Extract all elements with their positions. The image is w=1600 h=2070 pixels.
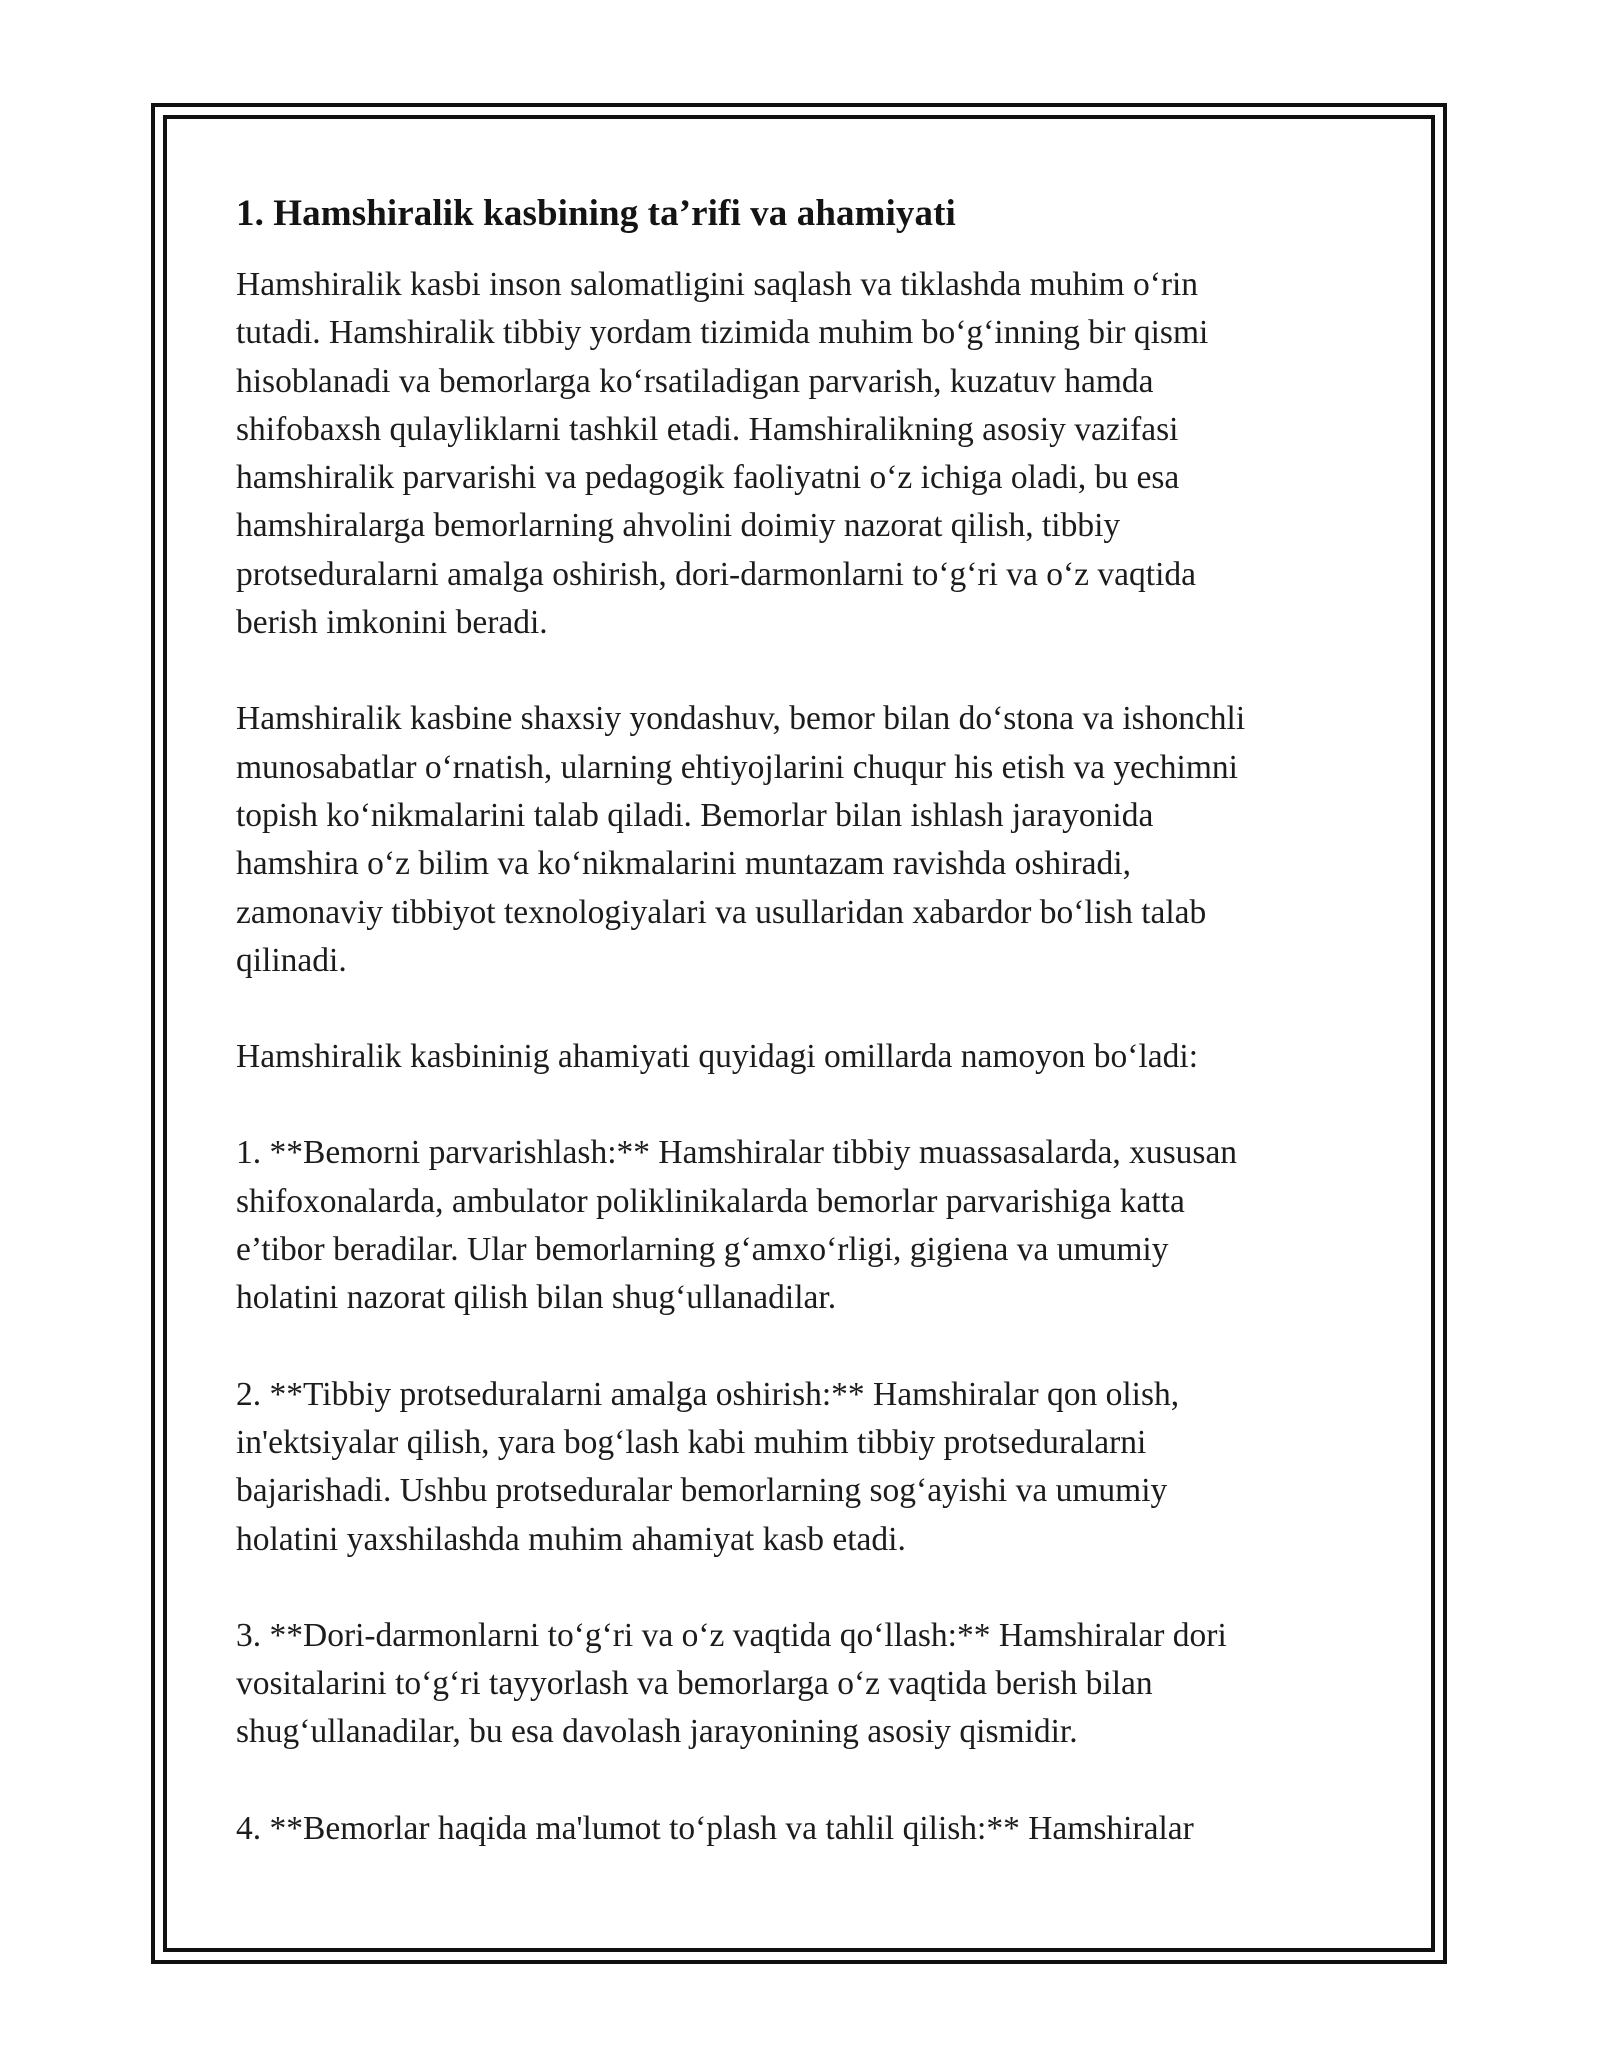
list-item-patient-care: 1. **Bemorni parvarishlash:** Hamshiralar tibbiy muassasalarda, xususan shifoxonalarda, ambulator poliklinikalarda bemorlar parvarishiga katta e’tibor beradilar. Ular bemorlarning gʻamxoʻrligi, gigiena va umumiy holatini nazorat qilish bilan shugʻullanadilar.: [236, 1134, 1238, 1317]
section-heading: 1. Hamshiralik kasbining ta’rifi va ahamiyati: [236, 193, 956, 234]
list-item-patient-data: 4. **Bemorlar haqida ma'lumot toʻplash va tahlil qilish:** Hamshiralar: [236, 1809, 1194, 1847]
document-body: [236, 190, 1366, 1853]
list-item-medical-procedures: 2. **Tibbiy protseduralarni amalga oshirish:** Hamshiralar qon olish, in'ektsiyalar qilish, yara bogʻlash kabi muhim tibbiy protseduralarni bajarishadi. Ushbu protseduralar bemorlarning sogʻayishi va umumiy holatini yaxshilashda muhim ahamiyat kasb etadi.: [236, 1375, 1180, 1558]
list-item-medication: 3. **Dori-darmonlarni toʻgʻri va oʻz vaqtida qoʻllash:** Hamshiralar dori vositalarini toʻgʻri tayyorlash va bemorlarga oʻz vaqtida berish bilan shugʻullanadilar, bu esa davolash jarayonining asosiy qismidir.: [236, 1616, 1227, 1751]
paragraph-importance-intro: Hamshiralik kasbininig ahamiyati quyidagi omillarda namoyon boʻladi:: [236, 1038, 1198, 1076]
paragraph-skills: Hamshiralik kasbine shaxsiy yondashuv, bemor bilan doʻstona va ishonchli munosabatlar oʻrnatish, ularning ehtiyojlarini chuqur his etish va yechimni topish koʻnikmalarini talab qiladi. Bemorlar bilan ishlash jarayonida hamshira oʻz bilim va koʻnikmalarini muntazam ravishda oshiradi, zamonaviy tibbiyot texnologiyalari va usullaridan xabardor boʻlish talab qilinadi.: [236, 700, 1246, 979]
paragraph-definition: Hamshiralik kasbi inson salomatligini saqlash va tiklashda muhim oʻrin tutadi. Hamshiralik tibbiy yordam tizimida muhim boʻgʻinning bir qismi hisoblanadi va bemorlarga koʻrsatiladigan parvarish, kuzatuv hamda shifobaxsh qulayliklarni tashkil etadi. Hamshiralikning asosiy vazifasi hamshiralik parvarishi va pedagogik faoliyatni oʻz ichiga oladi, bu esa hamshiralarga bemorlarning ahvolini doimiy nazorat qilish, tibbiy protseduralarni amalga oshirish, dori-darmonlarni toʻgʻri va oʻz vaqtida berish imkonini beradi.: [236, 266, 1209, 642]
